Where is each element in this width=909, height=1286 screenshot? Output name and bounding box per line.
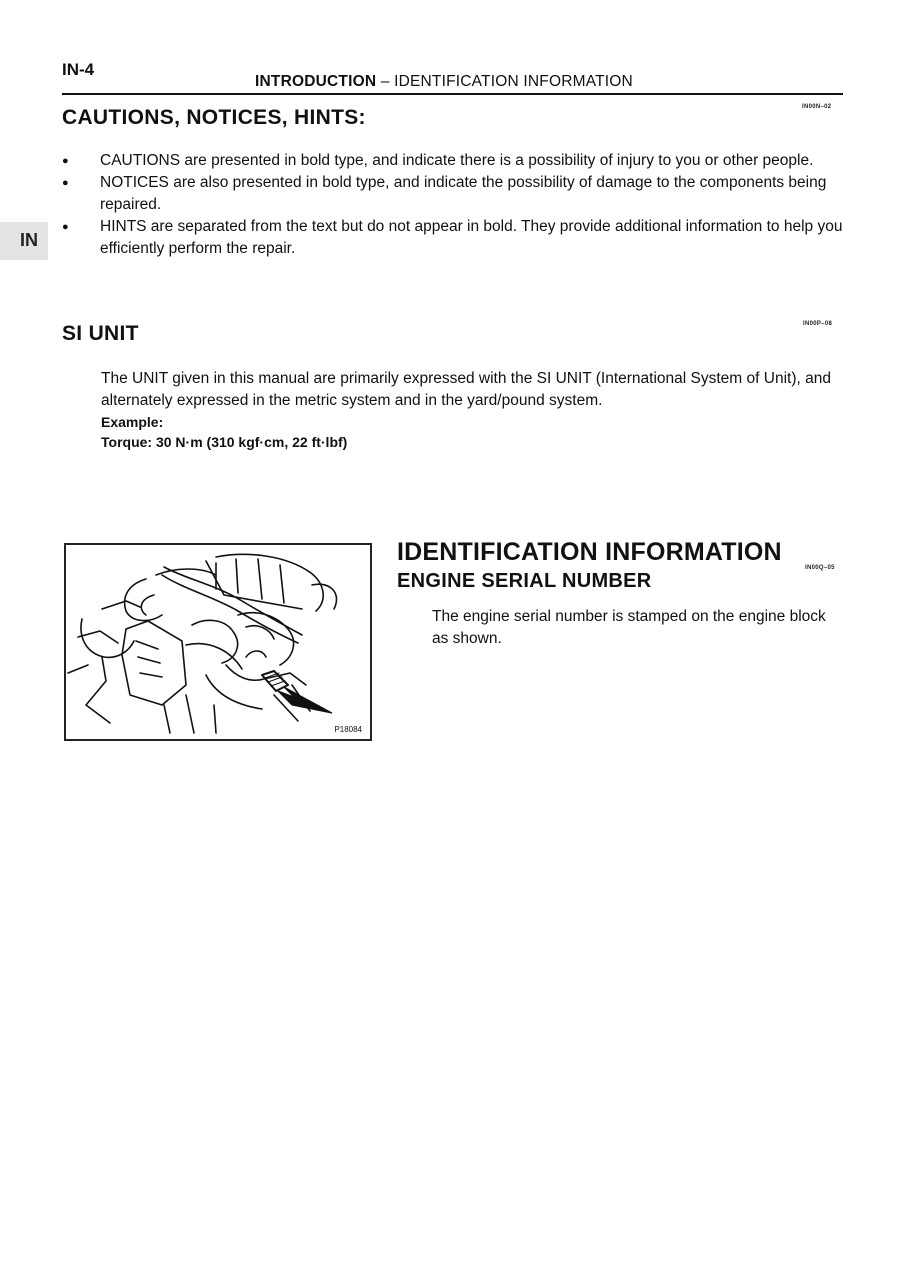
cautions-heading: CAUTIONS, NOTICES, HINTS: xyxy=(62,106,366,129)
identification-title: IDENTIFICATION INFORMATION xyxy=(397,538,782,566)
header-rule xyxy=(62,93,843,95)
running-header-separator: – xyxy=(380,73,390,90)
si-unit-body: The UNIT given in this manual are primarily expressed with the SI UNIT (International System of Unit), and alternately expressed in the metric system and in the yard/pound system. xyxy=(101,370,831,409)
side-tab-label: IN xyxy=(20,230,38,250)
si-unit-torque-example: Torque: 30 N·m (310 kgf·cm, 22 ft·lbf) xyxy=(101,434,348,450)
engine-serial-number-body: The engine serial number is stamped on the engine block as shown. xyxy=(432,608,826,647)
running-header-section: INTRODUCTION xyxy=(255,73,377,90)
page-number: IN-4 xyxy=(62,60,95,79)
running-header xyxy=(255,73,633,91)
cautions-code: IN00N–02 xyxy=(802,104,832,110)
figure-label: P18084 xyxy=(334,725,362,734)
list-item: ● HINTS are separated from the text but do not appear in bold. They provide additional information to help you efficiently perform the repair. xyxy=(62,216,852,260)
list-item: ● NOTICES are also presented in bold type, and indicate the possibility of damage to the components being repaired. xyxy=(62,172,852,216)
side-tab xyxy=(0,222,48,260)
si-unit-example-label: Example: xyxy=(101,414,164,430)
si-unit-heading: SI UNIT xyxy=(62,322,139,345)
si-unit-code: IN00P–08 xyxy=(803,321,833,327)
engine-serial-number-heading: ENGINE SERIAL NUMBER xyxy=(397,570,652,592)
cautions-list xyxy=(62,150,852,260)
engine-illustration xyxy=(66,545,370,739)
engine-figure xyxy=(64,543,372,741)
identification-code: IN00Q–05 xyxy=(805,565,835,571)
list-item: ● CAUTIONS are presented in bold type, and indicate there is a possibility of injury to you or other people. xyxy=(62,150,852,172)
running-header-subsection: IDENTIFICATION INFORMATION xyxy=(394,73,633,90)
